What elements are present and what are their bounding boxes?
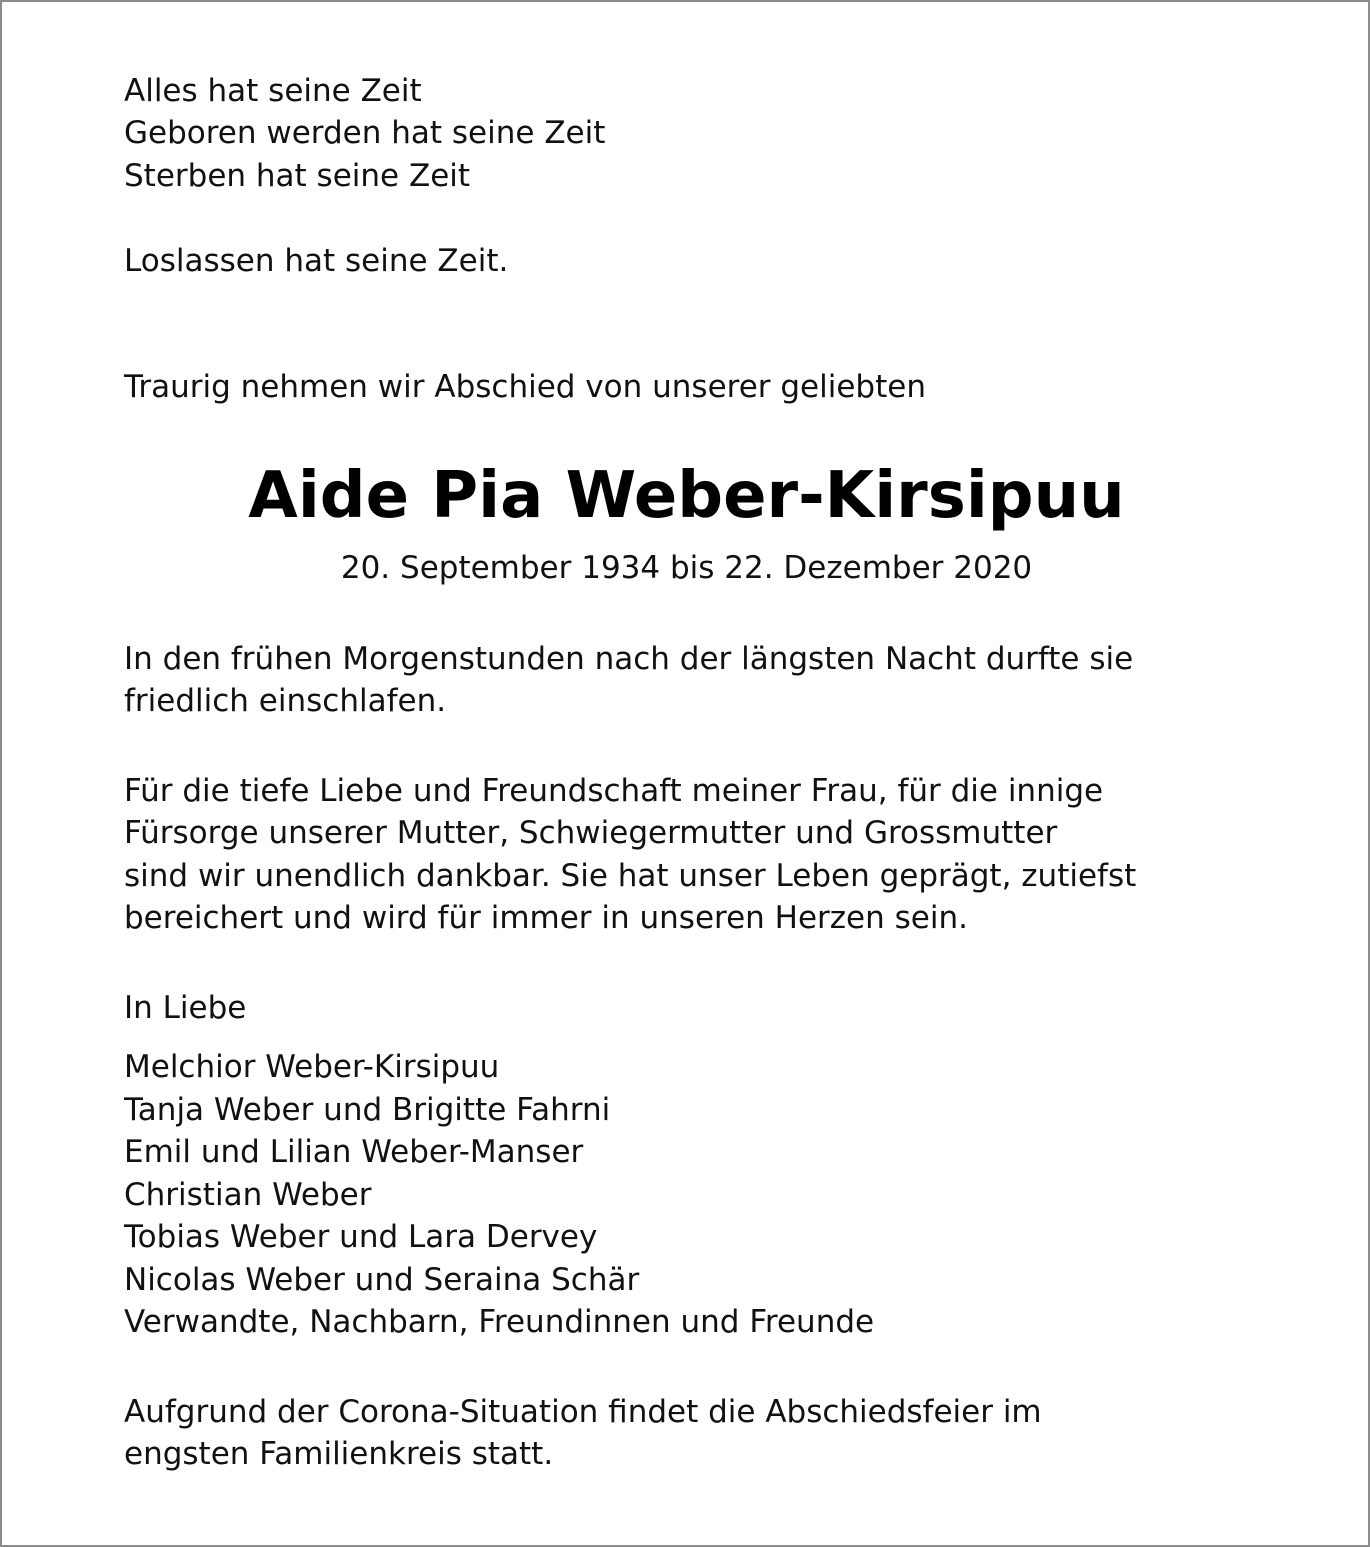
mourner-name: Emil und Lilian Weber-Manser: [124, 1134, 584, 1170]
mourner-name: Nicolas Weber und Seraina Schär: [124, 1262, 640, 1298]
mourner-name: Verwandte, Nachbarn, Freundinnen und Freunde: [124, 1304, 875, 1340]
poem-line: Sterben hat seine Zeit: [124, 158, 471, 194]
mourner-name: Christian Weber: [124, 1177, 372, 1213]
life-dates: 20. September 1934 bis 22. Dezember 2020: [340, 550, 1033, 586]
mourner-name: Tobias Weber und Lara Dervey: [124, 1219, 598, 1255]
poem-line: Loslassen hat seine Zeit.: [124, 243, 509, 279]
gratitude-line: Fürsorge unserer Mutter, Schwiegermutter und Grossmutter: [124, 815, 1058, 851]
passing-line: friedlich einschlafen.: [124, 683, 447, 719]
passing-line: In den frühen Morgenstunden nach der längsten Nacht durfte sie: [124, 641, 1134, 677]
intro-text: Traurig nehmen wir Abschied von unserer geliebten: [124, 369, 926, 405]
poem-line: Geboren werden hat seine Zeit: [124, 115, 606, 151]
ceremony-notice-line: engsten Familienkreis statt.: [124, 1436, 554, 1472]
mourner-name: Melchior Weber-Kirsipuu: [124, 1049, 500, 1085]
poem-line: Alles hat seine Zeit: [124, 73, 422, 109]
deceased-name: Aide Pia Weber-Kirsipuu: [248, 459, 1125, 533]
gratitude-line: bereichert und wird für immer in unseren Herzen sein.: [124, 900, 968, 936]
mourner-name: Tanja Weber und Brigitte Fahrni: [124, 1092, 611, 1128]
gratitude-line: sind wir unendlich dankbar. Sie hat unser Leben geprägt, zutiefst: [124, 858, 1137, 894]
closing-text: In Liebe: [124, 990, 247, 1026]
gratitude-line: Für die tiefe Liebe und Freundschaft meiner Frau, für die innige: [124, 773, 1104, 809]
ceremony-notice-line: Aufgrund der Corona-Situation findet die Abschiedsfeier im: [124, 1394, 1042, 1430]
